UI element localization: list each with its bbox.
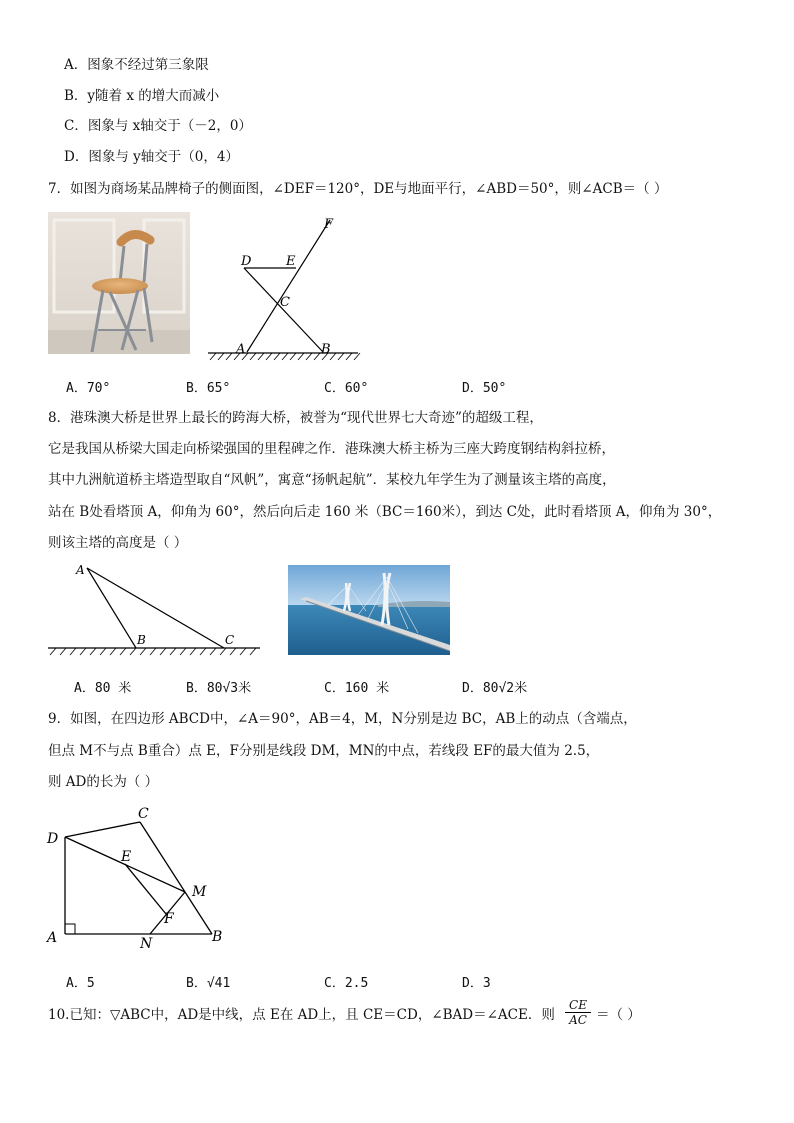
label-e: E: [286, 254, 296, 269]
line-db: [244, 268, 323, 352]
ground-hatch: [210, 353, 360, 360]
chair-photo: [48, 212, 190, 354]
label-a: A: [236, 342, 246, 357]
label-c: C: [225, 633, 235, 647]
q9-option-a: A．5: [66, 976, 95, 991]
segment-ef: [125, 864, 166, 914]
label-n: N: [140, 936, 153, 952]
line-ac: [87, 568, 224, 648]
tower-diagram: [44, 560, 264, 660]
label-a: A: [76, 563, 85, 577]
q8-line-1: 8．港珠澳大桥是世界上最长的跨海大桥，被誉为“现代世界七大奇迹”的超级工程，: [48, 410, 543, 426]
segment-dc: [65, 822, 140, 837]
q6-option-d: D．图象与 y轴交于（0，4）: [64, 149, 239, 165]
q9-line-1: 9．如图，在四边形 ABCD中，∠A＝90°，AB＝4，M，N分别是边 BC，AB上的动点（含端点，: [48, 711, 637, 727]
label-e: E: [121, 849, 132, 865]
quadrilateral-diagram: [44, 800, 234, 956]
q10-stem: 10.已知：▽ABC中，AD是中线，点 E在 AD上，且 CE＝CD，∠BAD＝∠ACE．则: [48, 1007, 555, 1023]
q10-fraction-numerator: CE: [565, 998, 591, 1013]
label-b: B: [212, 929, 223, 945]
q7-option-b: B．65°: [186, 381, 231, 396]
q6-option-c: C．图象与 x轴交于（－2，0）: [64, 118, 252, 134]
label-f: F: [164, 911, 174, 927]
q9-line-3: 则 AD的长为（ ）: [48, 774, 159, 790]
q8-line-4: 站在 B处看塔顶 A，仰角为 60°，然后向后走 160 米（BC＝160米），到达 C处，此时看塔顶 A，仰角为 30°，: [48, 504, 722, 520]
chair-diagram: [204, 212, 364, 364]
q8-line-5: 则该主塔的高度是（ ）: [48, 535, 188, 551]
right-angle-mark: [65, 924, 75, 934]
label-c: C: [138, 806, 149, 822]
ground-hatch: [50, 648, 256, 655]
label-b: B: [137, 633, 146, 647]
label-d: D: [241, 254, 252, 269]
segment-cb: [140, 822, 212, 934]
q6-option-a: A．图象不经过第三象限: [64, 57, 209, 73]
q10-fraction: [565, 998, 591, 1027]
label-f: F: [324, 217, 334, 232]
q8-line-2: 它是我国从桥梁大国走向桥梁强国的里程碑之作．港珠澳大桥主桥为三座大跨度钢结构斜拉桥，: [48, 441, 615, 457]
q9-option-c: C．2.5: [324, 976, 369, 991]
line-ab: [87, 568, 136, 648]
label-c: C: [280, 295, 290, 310]
q8-line-3: 其中九洲航道桥主塔造型取自“风帆”，寓意“扬帆起航”．某校九年学生为了测量该主塔的高度，: [48, 472, 616, 488]
q7-option-c: C．60°: [324, 381, 369, 396]
q7-option-d: D．50°: [462, 381, 507, 396]
q8-option-b: B．80√3米: [186, 681, 252, 696]
q10-answer-blank: ＝（ ）: [596, 1007, 641, 1023]
label-a: A: [47, 930, 58, 946]
label-d: D: [47, 831, 59, 847]
q8-option-d: D．80√2米: [462, 681, 528, 696]
q9-option-b: B．√41: [186, 976, 231, 991]
label-m: M: [192, 884, 207, 900]
line-af: [247, 220, 330, 352]
q6-option-b: B．y随着 x 的增大而减小: [64, 88, 220, 104]
label-b: B: [321, 342, 331, 357]
q9-line-2: 但点 M不与点 B重合）点 E，F分别是线段 DM，MN的中点，若线段 EF的最大值为 2.5，: [48, 743, 600, 759]
q8-option-c: C．160 米: [324, 681, 390, 696]
q7-option-a: A．70°: [66, 381, 111, 396]
q10-fraction-denominator: AC: [569, 1013, 587, 1027]
q8-option-a: A．80 米: [74, 681, 132, 696]
bridge-photo: [288, 565, 450, 655]
q9-option-d: D．3: [462, 976, 491, 991]
q7-stem: 7．如图为商场某品牌椅子的侧面图，∠DEF＝120°，DE与地面平行，∠ABD＝50°，则∠ACB＝（ ）: [48, 181, 668, 197]
